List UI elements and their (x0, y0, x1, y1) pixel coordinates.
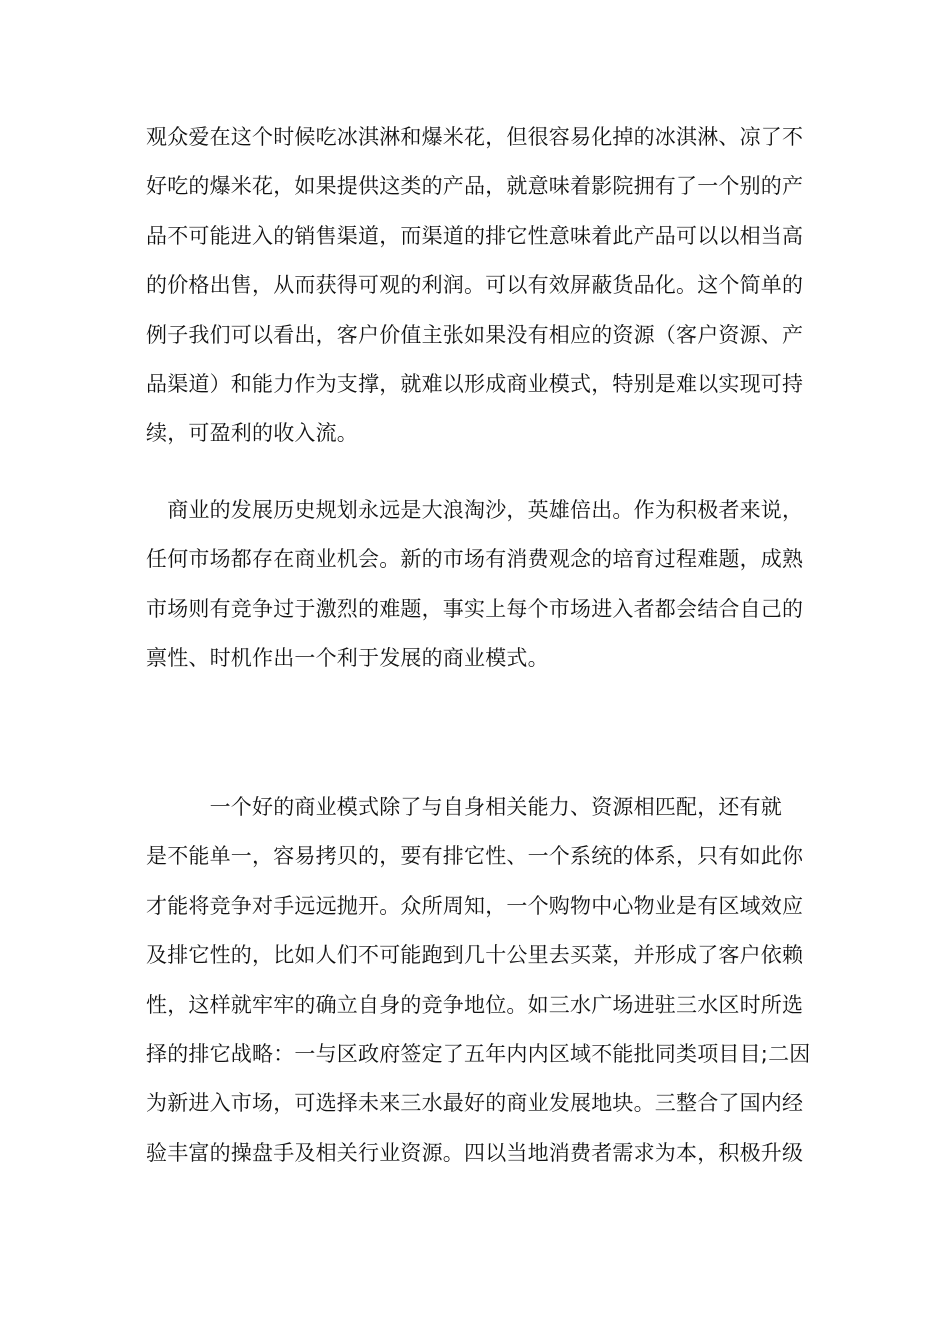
text-line: 择的排它战略：一与区政府签定了五年内内区域不能批同类项目目;二因 (146, 1041, 811, 1066)
text-line: 性，这样就牢牢的确立自身的竞争地位。如三水广场进驻三水区时所选 (146, 992, 804, 1017)
paragraph-business-history (146, 486, 810, 684)
text-line: 好吃的爆米花，如果提供这类的产品，就意味着影院拥有了一个别的产 (146, 174, 804, 199)
text-line: 品渠道）和能力作为支撑，就难以形成商业模式，特别是难以实现可持 (146, 371, 804, 396)
text-line: 市场则有竞争过于激烈的难题，事实上每个市场进入者都会结合自己的 (146, 596, 804, 621)
text-line: 的价格出售，从而获得可观的利润。可以有效屏蔽货品化。这个简单的 (146, 273, 804, 298)
text-line: 一个好的商业模式除了与自身相关能力、资源相匹配，还有就 (146, 795, 782, 819)
text-line: 品不可能进入的销售渠道，而渠道的排它性意味着此产品可以以相当高 (146, 223, 804, 248)
text-line: 是不能单一，容易拷贝的，要有排它性、一个系统的体系，只有如此你 (146, 844, 804, 869)
paragraph-cinema-example (146, 113, 810, 459)
text-line: 及排它性的，比如人们不可能跑到几十公里去买菜，并形成了客户依赖 (146, 943, 804, 968)
text-line: 任何市场都存在商业机会。新的市场有消费观念的培育过程难题，成熟 (146, 547, 804, 572)
text-line: 例子我们可以看出，客户价值主张如果没有相应的资源（客户资源、产 (146, 322, 804, 347)
text-line: 观众爱在这个时候吃冰淇淋和爆米花，但很容易化掉的冰淇淋、凉了不 (146, 125, 804, 149)
text-line: 续，可盈利的收入流。 (146, 421, 358, 446)
text-line: 才能将竞争对手远远抛开。众所周知，一个购物中心物业是有区域效应 (146, 893, 804, 918)
text-line: 验丰富的操盘手及相关行业资源。四以当地消费者需求为本，积极升级 (146, 1140, 804, 1165)
paragraph-good-business-model (146, 783, 810, 1178)
text-line: 禀性、时机作出一个利于发展的商业模式。 (146, 646, 549, 671)
text-line: 商业的发展历史规划永远是大浪淘沙，英雄倍出。作为积极者来说， (146, 498, 804, 522)
text-line: 为新进入市场，可选择未来三水最好的商业发展地块。三整合了国内经 (146, 1091, 804, 1116)
